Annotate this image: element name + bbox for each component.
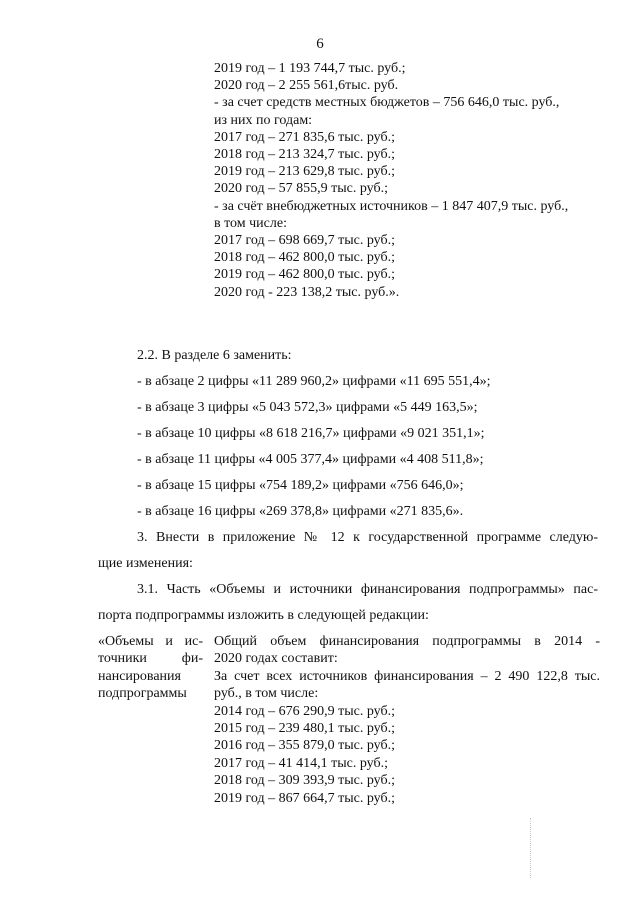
section-3-line-2: щие изменения:	[98, 556, 193, 571]
label-line: «Объемы и ис-	[98, 634, 203, 649]
text-line: - за счёт внебюджетных источников – 1 847 407,9 тыс. руб.,	[214, 198, 569, 214]
text-line: 2020 год - 223 138,2 тыс. руб.».	[214, 284, 400, 300]
section-3-1-line-1: 3.1. Часть «Объемы и источники финансирования подпрограммы» пас-	[137, 582, 598, 597]
value-line: За счет всех источников финансирования – 2 490 122,8 тыс.	[214, 668, 600, 684]
label-line: нансирования	[98, 668, 181, 684]
label-line: подпрограммы	[98, 686, 187, 702]
section-2-2-heading: 2.2. В разделе 6 заменить:	[137, 348, 292, 363]
value-line: руб., в том числе:	[214, 686, 319, 702]
text-line: 2020 год – 57 855,9 тыс. руб.;	[214, 181, 388, 197]
text-line: 2018 год – 213 324,7 тыс. руб.;	[214, 147, 395, 163]
value-line: 2015 год – 239 480,1 тыс. руб.;	[214, 721, 395, 737]
value-line: 2018 год – 309 393,9 тыс. руб.;	[214, 773, 395, 789]
label-line: точники фи-	[98, 651, 203, 667]
value-line: 2017 год – 41 414,1 тыс. руб.;	[214, 755, 388, 771]
replacement-item: - в абзаце 3 цифры «5 043 572,3» цифрами «5 449 163,5»;	[137, 400, 478, 415]
text-line: 2019 год – 462 800,0 тыс. руб.;	[214, 267, 395, 283]
text-line: - за счет средств местных бюджетов – 756 646,0 тыс. руб.,	[214, 95, 560, 111]
page-number: 6	[316, 36, 324, 52]
text-line: 2019 год – 213 629,8 тыс. руб.;	[214, 164, 395, 180]
passport-field-value	[214, 633, 600, 807]
text-line: 2019 год – 1 193 744,7 тыс. руб.;	[214, 61, 406, 76]
scan-artifact-mark	[530, 818, 532, 878]
section-3-line-1: 3. Внести в приложение № 12 к государственной программе следую-	[137, 530, 598, 545]
value-line: 2016 год – 355 879,0 тыс. руб.;	[214, 738, 395, 754]
value-line: Общий объем финансирования подпрограммы в 2014 -	[214, 634, 600, 649]
text-line: из них по годам:	[214, 112, 313, 128]
text-line: 2017 год – 271 835,6 тыс. руб.;	[214, 129, 395, 145]
text-line: 2020 год – 2 255 561,6тыс. руб.	[214, 78, 399, 94]
replacement-item: - в абзаце 2 цифры «11 289 960,2» цифрами «11 695 551,4»;	[137, 374, 491, 389]
text-line: 2018 год – 462 800,0 тыс. руб.;	[214, 250, 395, 266]
section-3-1-line-2: порта подпрограммы изложить в следующей редакции:	[98, 608, 429, 623]
replacement-item: - в абзаце 16 цифры «269 378,8» цифрами «271 835,6».	[137, 504, 464, 519]
text-line: 2017 год – 698 669,7 тыс. руб.;	[214, 233, 395, 249]
replacement-item: - в абзаце 15 цифры «754 189,2» цифрами «756 646,0»;	[137, 478, 464, 493]
passport-field-label	[98, 633, 203, 703]
value-line: 2020 годах составит:	[214, 651, 338, 667]
replacement-item: - в абзаце 10 цифры «8 618 216,7» цифрами «9 021 351,1»;	[137, 426, 485, 441]
value-line: 2014 год – 676 290,9 тыс. руб.;	[214, 703, 395, 719]
replacement-item: - в абзаце 11 цифры «4 005 377,4» цифрами «4 408 511,8»;	[137, 452, 484, 467]
funding-continuation-block	[214, 60, 609, 301]
text-line: в том числе:	[214, 215, 287, 231]
value-line: 2019 год – 867 664,7 тыс. руб.;	[214, 790, 395, 806]
